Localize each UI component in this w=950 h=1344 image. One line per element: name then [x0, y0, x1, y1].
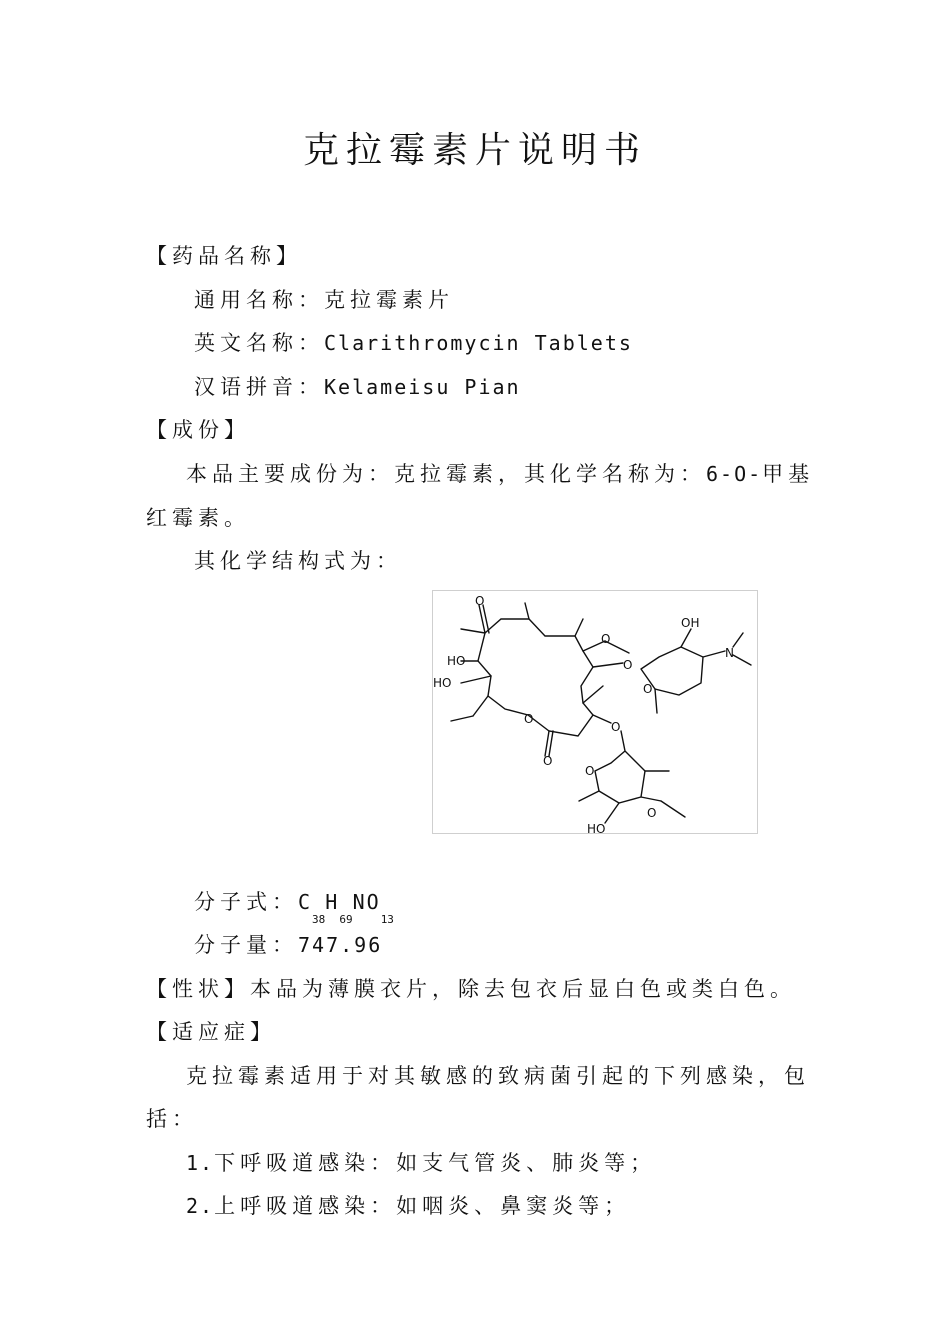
indications-intro-line2: 括：	[146, 1107, 198, 1131]
generic-name-row	[194, 288, 454, 312]
indication-item	[186, 1151, 656, 1175]
structure-label: 其化学结构式为：	[194, 549, 402, 573]
formula-hydrogen-count: 69	[339, 913, 353, 926]
section-header-description: 【性状】	[146, 977, 250, 1001]
pinyin-row	[194, 375, 521, 399]
chemical-structure-image	[432, 590, 758, 834]
atom-label: O	[543, 754, 553, 768]
formula-no: NO	[352, 890, 381, 914]
molecular-formula-row	[194, 890, 394, 926]
formula-label: 分子式：	[194, 890, 298, 914]
atom-label: O	[623, 658, 633, 672]
description-text: 本品为薄膜衣片，除去包衣后显白色或类白色。	[250, 977, 796, 1001]
generic-name-value: 克拉霉素片	[324, 288, 454, 312]
mw-value: 747.96	[298, 933, 383, 957]
atom-label: HO	[433, 676, 452, 690]
structure-diagram	[433, 591, 757, 833]
composition-text: 本品主要成份为：克拉霉素，其化学名称为：	[186, 462, 706, 486]
atom-label: O	[601, 632, 611, 646]
section-header-drug-name: 【药品名称】	[146, 244, 302, 268]
indication-number: 2.	[186, 1194, 215, 1218]
indication-text: 下呼吸道感染：如支气管炎、肺炎等；	[214, 1151, 657, 1175]
composition-text-line2: 红霉素。	[146, 506, 250, 530]
indication-number: 1.	[186, 1151, 215, 1175]
section-header-indications: 【适应症】	[146, 1020, 276, 1044]
formula-carbon: C	[298, 890, 313, 914]
formula-no-count: 13	[380, 913, 394, 926]
mw-label: 分子量：	[194, 933, 298, 957]
indications-intro-line1: 克拉霉素适用于对其敏感的致病菌引起的下列感染，包	[186, 1064, 810, 1088]
atom-label: O	[524, 712, 534, 726]
atom-label: HO	[587, 822, 606, 833]
atom-label: HO	[447, 654, 466, 668]
english-name-value: Clarithromycin Tablets	[324, 331, 633, 355]
indication-item	[186, 1194, 630, 1218]
generic-name-label: 通用名称：	[194, 288, 324, 312]
composition-text-line1	[186, 462, 814, 486]
atom-label: N	[725, 646, 734, 660]
section-header-composition: 【成份】	[146, 418, 250, 442]
atom-label: O	[647, 806, 657, 820]
atom-label: O	[475, 594, 485, 608]
chemical-prefix: 6-O-	[706, 462, 763, 486]
description-row	[146, 977, 796, 1001]
atom-label: O	[611, 720, 621, 734]
atom-label: OH	[681, 616, 700, 630]
formula-carbon-count: 38	[312, 913, 326, 926]
atom-label: O	[643, 682, 653, 696]
indication-text: 上呼吸道感染：如咽炎、鼻窦炎等；	[214, 1194, 631, 1218]
english-name-row	[194, 331, 633, 355]
pinyin-value: Kelameisu Pian	[324, 375, 521, 399]
composition-text-tail: 甲基	[762, 462, 815, 486]
formula-hydrogen: H	[325, 890, 340, 914]
molecular-weight-row	[194, 933, 382, 957]
pinyin-label: 汉语拼音：	[194, 375, 324, 399]
english-name-label: 英文名称：	[194, 331, 324, 355]
atom-label: O	[585, 764, 595, 778]
document-title: 克拉霉素片说明书	[302, 130, 647, 171]
